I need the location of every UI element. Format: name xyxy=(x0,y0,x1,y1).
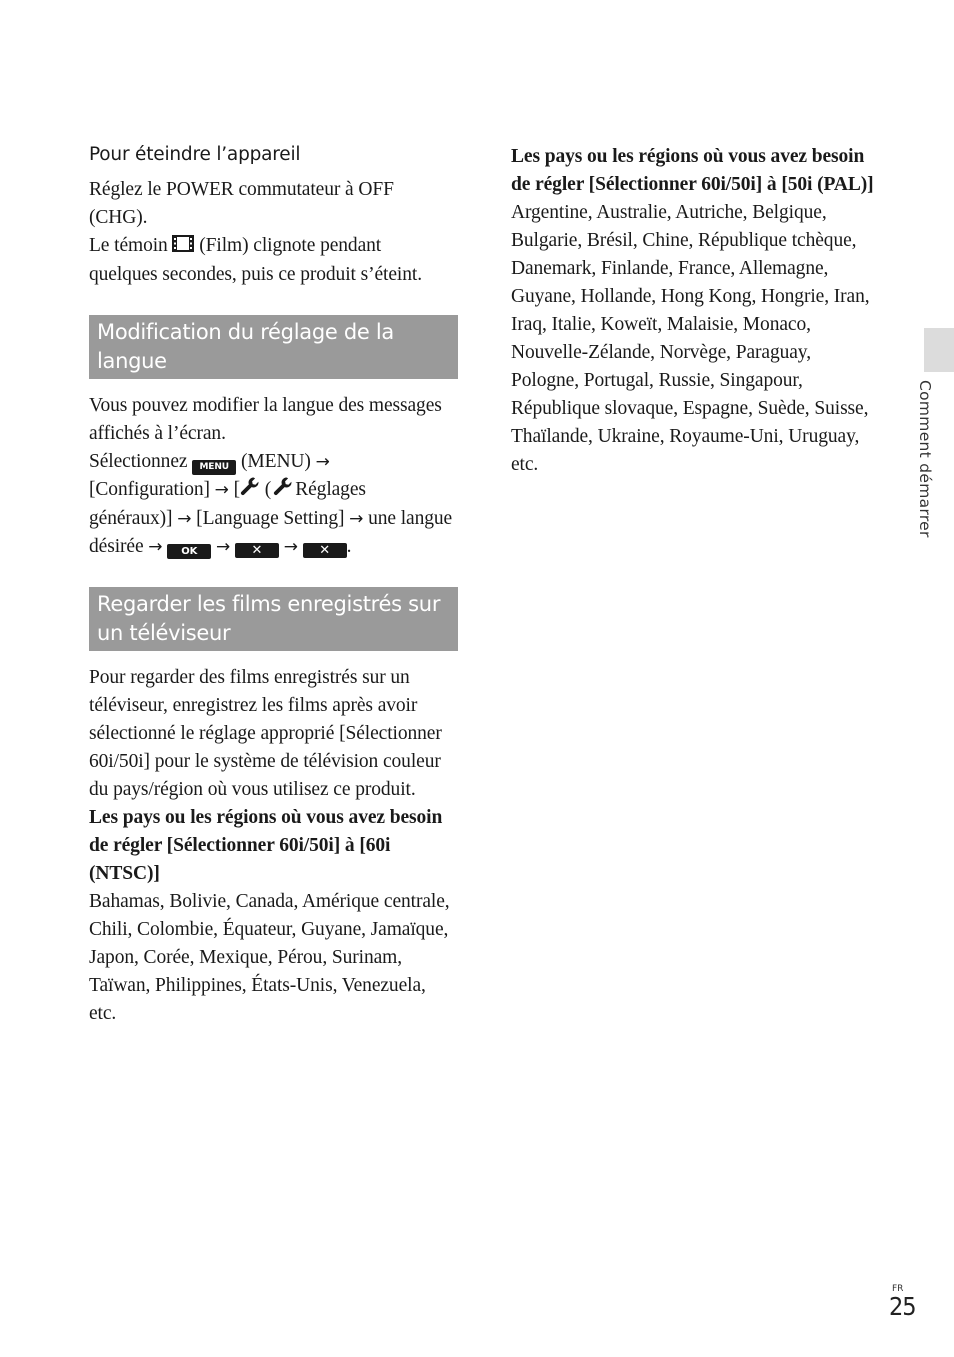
right-arrow-icon: → xyxy=(349,509,364,530)
language-steps: Sélectionnez MENU (MENU) → [Configuration] → [ ( Réglages généraux)] → [Language Setting] → une langue désirée → OK → ✕ → ✕ . xyxy=(89,451,453,559)
tv-intro: Pour regarder des films enregistrés sur un téléviseur, enregistrez les films après avoir sélectionné le réglage approprié [Sélectionner 60i/50i] pour le système de télévision couleur du pays/région où vous utilisez ce produit. xyxy=(89,667,442,800)
language-code: FR xyxy=(892,1284,904,1294)
film-icon xyxy=(172,233,194,261)
pal-countries: Argentine, Australie, Autriche, Belgique, Bulgarie, Brésil, Chine, République tchèque, Danemark, Finlande, France, Allemagne, Guyane, Hollande, Hong Kong, Hongrie, Iran, Iraq, Italie, Koweït, Malaisie, Monaco, Nouvelle-Zélande, Norvège, Paraguay, Pologne, Portugal, Russie, Singapour, République slovaque, Espagne, Suède, Suisse, Thaïlande, Ukraine, Royaume-Uni, Uruguay, etc. xyxy=(511,202,870,475)
page-number: 25 xyxy=(889,1292,916,1321)
language-instructions xyxy=(89,392,454,561)
chapter-tab-marker xyxy=(924,328,954,372)
language-intro: Vous pouvez modifier la langue des messages affichés à l’écran. xyxy=(89,395,442,444)
power-off-heading: Pour éteindre l’appareil xyxy=(89,144,301,165)
pal-section xyxy=(511,143,883,479)
chapter-tab-label: Comment démarrer xyxy=(916,380,934,538)
pal-heading: Les pays ou les régions où vous avez besoin de régler [Sélectionner 60i/50i] à [50i (PAL)] xyxy=(511,146,874,195)
ok-button-icon: OK xyxy=(167,544,211,559)
language-section-title: Modification du réglage de la langue xyxy=(89,315,458,379)
ntsc-countries: Bahamas, Bolivie, Canada, Amérique centrale, Chili, Colombie, Équateur, Guyane, Jamaïque, Japon, Corée, Mexique, Pérou, Surinam, Taïwan, Philippines, États-Unis, Venezuela, etc. xyxy=(89,891,450,1024)
wrench-icon xyxy=(271,476,295,505)
tv-section-title: Regarder les films enregistrés sur un téléviseur xyxy=(89,587,458,651)
close-button-icon: ✕ xyxy=(303,543,347,558)
power-off-line1: Réglez le POWER commutateur à OFF (CHG). xyxy=(89,179,394,228)
right-arrow-icon: → xyxy=(216,537,231,558)
right-arrow-icon: → xyxy=(177,509,192,530)
tv-section-text xyxy=(89,664,457,1028)
right-arrow-icon: → xyxy=(283,537,298,558)
right-arrow-icon: → xyxy=(214,480,229,500)
close-button-icon: ✕ xyxy=(235,543,279,558)
wrench-icon xyxy=(240,476,260,505)
power-off-line2: Le témoin (Film) clignote pendant quelques secondes, puis ce produit s’éteint. xyxy=(89,232,454,289)
ntsc-heading: Les pays ou les régions où vous avez besoin de régler [Sélectionner 60i/50i] à [60i (NTSC)] xyxy=(89,807,443,884)
power-off-text xyxy=(89,176,454,289)
right-arrow-icon: → xyxy=(148,537,163,558)
menu-key: MENU xyxy=(192,460,236,475)
right-arrow-icon: → xyxy=(315,452,330,472)
